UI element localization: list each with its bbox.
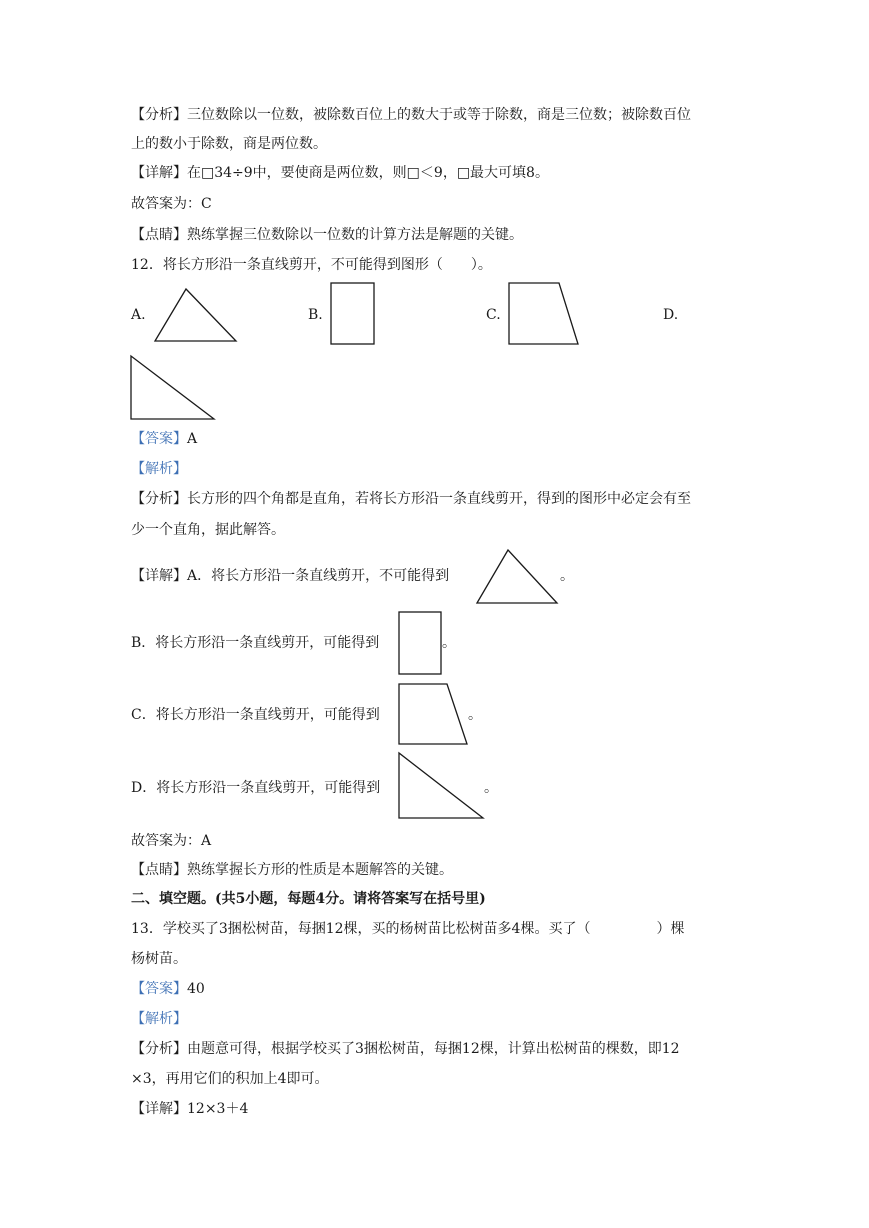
q11-answer-line: 故答案为：C: [131, 196, 212, 212]
answer-value: 40: [187, 981, 205, 997]
option-d-right-triangle: [128, 353, 220, 423]
answer-tag: 【答案】: [131, 431, 187, 447]
q12-stem-text: 12．将长方形沿一条直线剪开，不可能得到图形（: [131, 257, 443, 273]
option-a-obtuse-triangle: [150, 286, 242, 346]
answer-tag: 【答案】: [131, 981, 187, 997]
analysis-text: 由题意可得，根据学校买了3捆松树苗，每捆12棵，计算出松树苗的棵数，即12: [187, 1041, 680, 1057]
option-c-right-trapezoid: [506, 280, 582, 348]
q13-answer-line: [131, 980, 205, 998]
point-tag: 【点睛】: [131, 862, 187, 878]
detail-b-rectangle: [397, 610, 445, 676]
option-d-label: D.: [663, 307, 679, 323]
point-text: 熟练掌握长方形的性质是本题解答的关键。: [187, 862, 453, 878]
detail-a-obtuse-triangle: [473, 546, 563, 608]
detail-b-period: 。: [442, 635, 456, 651]
option-b-label: B.: [308, 307, 323, 323]
q13-solution-tag: 【解析】: [131, 1011, 187, 1027]
q13-stem-line-2: 杨树苗。: [131, 951, 187, 967]
q13-stem-line-1: [131, 920, 684, 938]
q13-analysis-line-2: ×3，再用它们的积加上4即可。: [131, 1071, 329, 1087]
analysis-tag: 【分析】: [131, 491, 187, 507]
q12-detail-a-line: [131, 567, 449, 585]
detail-d-period: 。: [484, 780, 498, 796]
detail-c-period: 。: [468, 707, 482, 723]
detail-tag: 【详解】: [131, 568, 187, 584]
point-tag: 【点睛】: [131, 227, 187, 243]
option-a-label: A.: [131, 307, 146, 323]
q12-answer-conclusion: 故答案为：A: [131, 833, 212, 849]
q13-detail-line: [131, 1100, 248, 1118]
detail-a-period: 。: [560, 568, 574, 584]
q13-stem-end: ）棵: [656, 921, 685, 937]
analysis-text: 三位数除以一位数，被除数百位上的数大于或等于除数，商是三位数；被除数百位: [187, 107, 691, 123]
q13-analysis-line-1: [131, 1040, 680, 1058]
analysis-tag: 【分析】: [131, 1041, 187, 1057]
option-b-rectangle: [328, 280, 378, 348]
q12-stem: [131, 256, 492, 274]
detail-tag: 【详解】: [131, 165, 187, 181]
detail-d-right-triangle: [397, 751, 487, 821]
option-c-label: C.: [486, 307, 501, 323]
q12-detail-c-line: C．将长方形沿一条直线剪开，可能得到: [131, 707, 380, 723]
q12-detail-b-line: B．将长方形沿一条直线剪开，可能得到: [131, 635, 380, 651]
q12-analysis-line-1: [131, 490, 691, 508]
detail-tag: 【详解】: [131, 1101, 187, 1117]
q12-analysis-line-2: 少一个直角，据此解答。: [131, 522, 285, 538]
q12-answer-line: [131, 430, 197, 448]
point-text: 熟练掌握三位数除以一位数的计算方法是解题的关键。: [187, 227, 523, 243]
q12-detail-d-line: D．将长方形沿一条直线剪开，可能得到: [131, 780, 381, 796]
analysis-tag: 【分析】: [131, 107, 187, 123]
q11-analysis-line-1: [131, 106, 691, 124]
q12-point-line: [131, 861, 453, 879]
section-heading: 二、填空题。(共5小题，每题4分。请将答案写在括号里): [131, 891, 486, 907]
detail-text: 12×3＋4: [187, 1101, 249, 1117]
q11-analysis-line-2: 上的数小于除数，商是两位数。: [131, 136, 327, 152]
q12-stem-end: ）。: [470, 257, 492, 273]
analysis-text: 长方形的四个角都是直角，若将长方形沿一条直线剪开，得到的图形中必定会有至: [187, 491, 691, 507]
q13-stem-text: 13．学校买了3捆松树苗，每捆12棵，买的杨树苗比松树苗多4棵。买了（: [131, 921, 591, 937]
detail-c-right-trapezoid: [397, 682, 471, 748]
detail-a-text: A．将长方形沿一条直线剪开，不可能得到: [187, 568, 450, 584]
q11-detail-line: [131, 164, 549, 182]
answer-value: A: [187, 431, 198, 447]
q12-solution-tag: 【解析】: [131, 461, 187, 477]
detail-text: 在□34÷9中，要使商是两位数，则□＜9，□最大可填8。: [187, 165, 549, 181]
q11-point-line: [131, 226, 523, 244]
